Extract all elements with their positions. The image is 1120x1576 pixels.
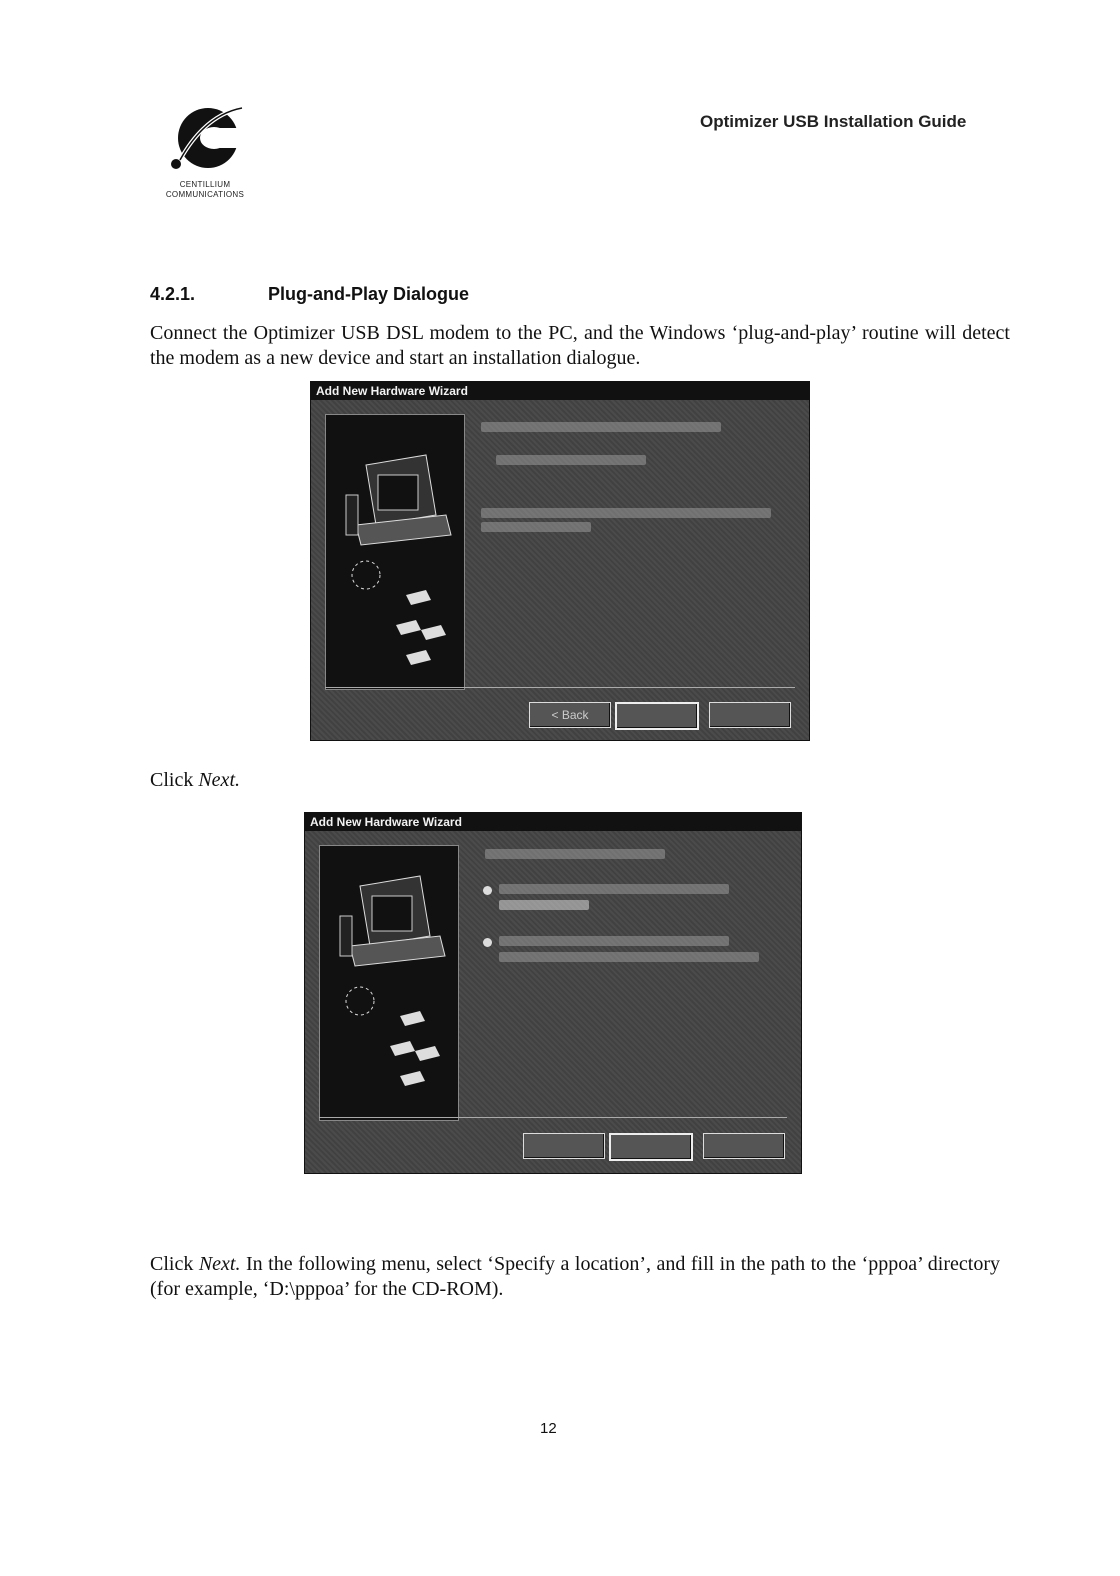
centillium-logo [160, 100, 250, 180]
click-prefix: Click [150, 1253, 199, 1275]
wizard-titlebar: Add New Hardware Wizard [311, 382, 809, 400]
computer-illustration-icon [320, 846, 458, 1120]
page-number: 12 [540, 1420, 557, 1437]
next-button[interactable] [609, 1133, 693, 1161]
wizard-illustration [325, 414, 465, 690]
company-line2: COMMUNICATIONS [165, 190, 245, 199]
wizard-screenshot-1 [310, 381, 810, 741]
next-emphasis: Next. [198, 769, 240, 791]
next-button[interactable] [615, 702, 699, 730]
wizard-screenshot-2 [304, 812, 802, 1174]
company-name [150, 180, 260, 200]
specify-location-text: In the following menu, select ‘Specify a location’, and fill in the path to the ‘pppoa’ directory (for example, ‘D:\pppoa’ for the CD-ROM). [150, 1253, 1000, 1300]
back-button[interactable]: < Back [529, 702, 611, 728]
back-button[interactable] [523, 1133, 605, 1159]
document-title: Optimizer USB Installation Guide [700, 112, 967, 131]
next-emphasis: Next. [198, 1253, 241, 1275]
wizard-titlebar: Add New Hardware Wizard [305, 813, 801, 831]
click-next-instruction-2 [150, 1252, 1000, 1302]
intro-paragraph: Connect the Optimizer USB DSL modem to the PC, and the Windows ‘plug-and-play’ routine will detect the modem as a new device and start an installation dialogue. [150, 322, 1010, 369]
section-number: 4.2.1. [150, 284, 196, 304]
radio-list-option[interactable] [483, 938, 492, 947]
click-next-instruction-1 [150, 768, 240, 793]
computer-illustration-icon [326, 415, 464, 689]
wizard-separator [325, 687, 795, 688]
radio-search-option[interactable] [483, 886, 492, 895]
wizard-illustration [319, 845, 459, 1121]
cancel-button[interactable] [703, 1133, 785, 1159]
cancel-button[interactable] [709, 702, 791, 728]
click-prefix: Click [150, 769, 199, 791]
section-title: Plug-and-Play Dialogue [268, 284, 470, 304]
company-line1: CENTILLIUM [179, 180, 231, 189]
wizard-separator [319, 1117, 787, 1118]
